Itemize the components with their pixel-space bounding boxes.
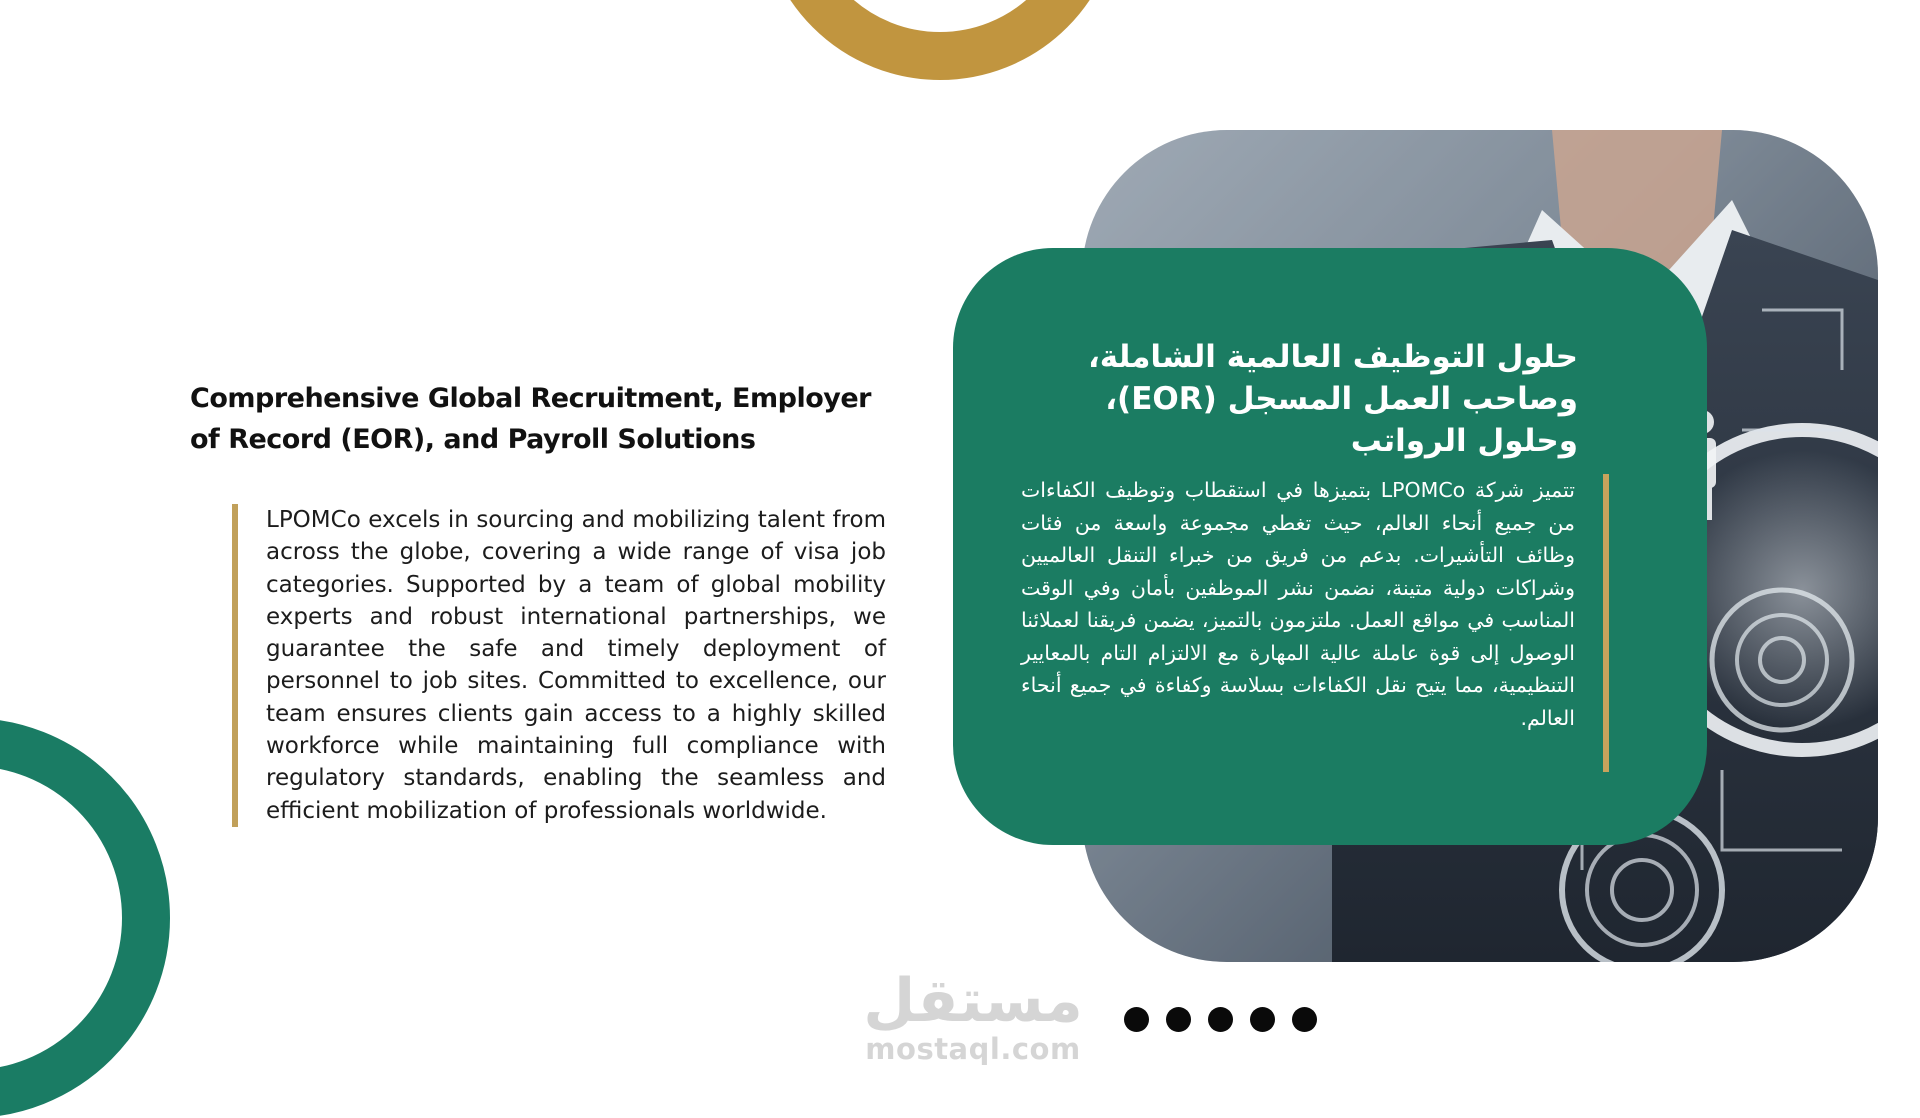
pagination-dot[interactable]: [1208, 1007, 1233, 1032]
english-body-text: LPOMCo excels in sourcing and mobilizing talent from across the globe, covering a wide range of visa job categories. Supported by a team of global mobility experts and robust international partnerships, we guarantee the safe and timely deployment of personnel to job sites. Committed to excellence, our team ensures clients gain access to a highly skilled workforce while maintaining full compliance with regulatory standards, enabling the seamless and efficient mobilization of professionals worldwide.: [232, 504, 886, 827]
pagination-dot[interactable]: [1124, 1007, 1149, 1032]
pagination-dots: [1124, 1007, 1317, 1032]
pagination-dot[interactable]: [1250, 1007, 1275, 1032]
green-ring-decoration: [0, 718, 170, 1118]
pagination-dot[interactable]: [1292, 1007, 1317, 1032]
mostaql-watermark: [848, 966, 1098, 1066]
arabic-body-text: تتميز شركة LPOMCo بتميزها في استقطاب وتوظيف الكفاءات من جميع أنحاء العالم، حيث تغطي مجموعة واسعة من فئات وظائف التأشيرات. بدعم من فريق من خبراء التنقل العالميين وشراكات دولية متينة، نضمن نشر الموظفين بأمان وفي الوقت المناسب في مواقع العمل. ملتزمون بالتميز، يضمن فريقنا لعملائنا الوصول إلى قوة عاملة عالية المهارة مع الالتزام التام بالمعايير التنظيمية، مما يتيح نقل الكفاءات بسلاسة وكفاءة في جميع أنحاء العالم.: [1021, 474, 1609, 772]
arabic-heading: حلول التوظيف العالمية الشاملة، وصاحب العمل المسجل (EOR)، وحلول الرواتب: [1088, 339, 1578, 459]
arabic-content-card: [953, 248, 1707, 845]
pagination-dot[interactable]: [1166, 1007, 1191, 1032]
watermark-arabic: مستقل: [863, 966, 1083, 1036]
watermark-latin: mostaql.com: [865, 1032, 1081, 1066]
gold-ring-decoration: [760, 0, 1120, 80]
english-heading: Comprehensive Global Recruitment, Employer of Record (EOR), and Payroll Solutions: [190, 383, 871, 455]
